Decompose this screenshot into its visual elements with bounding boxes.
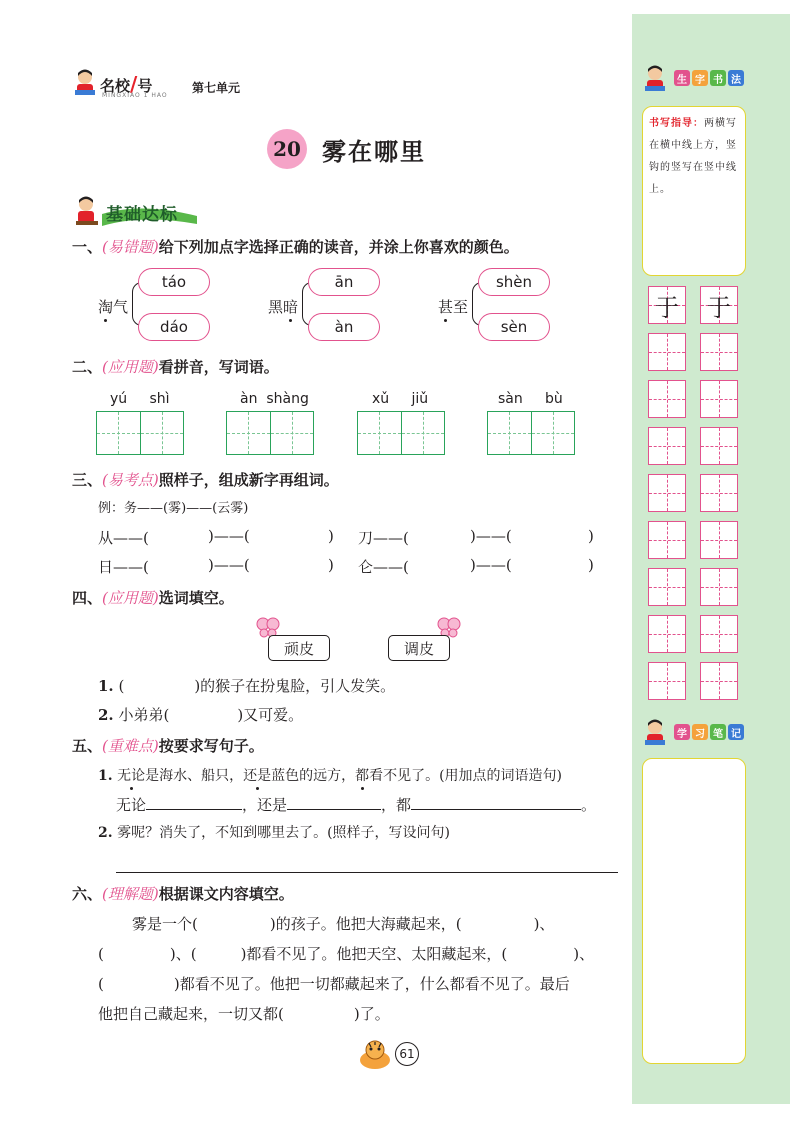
practice-cell[interactable] [648, 521, 686, 559]
writing-section-header [642, 64, 782, 94]
q3-example: 例：务——(雾)——(云雾) [98, 501, 249, 516]
practice-grid-left [648, 286, 686, 709]
q6-line-3: ( )都看不见了。他把一切都藏起来了，什么都看不见了。最后 [98, 975, 570, 993]
practice-cell-model: 于 [700, 286, 738, 324]
q3-row: 从——( [98, 529, 149, 547]
writing-head-chip: 生 [674, 70, 690, 86]
q3-row: ) [588, 556, 594, 574]
question-4-heading: 四、(应用题)选词填空。 [72, 589, 234, 607]
brand-subtitle: MINGXIAO 1 HAO [102, 92, 168, 99]
q1-option[interactable]: àn [308, 313, 380, 341]
practice-cell[interactable] [648, 427, 686, 465]
q6-line-1: 雾是一个( )的孩子。他把大海藏起来，( )、 [132, 915, 555, 933]
practice-cell[interactable] [700, 427, 738, 465]
section-badge-label: 基础达标 [106, 205, 178, 225]
q5-fill-line[interactable]: 无论 ，还是 ，都 。 [116, 796, 597, 814]
q6-line-2: ( )、( )都看不见了。他把天空、太阳藏起来，( )、 [98, 945, 595, 963]
word-choice-tiaopi[interactable]: 调皮 [388, 635, 450, 661]
q1-option[interactable]: sèn [478, 313, 550, 341]
q5-answer-line[interactable] [116, 872, 618, 873]
q1-word-3: 甚至 [438, 298, 469, 316]
q3-row: )——( [208, 556, 250, 574]
q1-word-2: 黑暗 [268, 298, 299, 316]
writing-guide-box [642, 106, 746, 276]
section-badge [72, 194, 202, 228]
q3-row: )——( [208, 527, 250, 545]
q1-option[interactable]: dáo [138, 313, 210, 341]
q3-row: 日——( [98, 558, 149, 576]
q2-pinyin: xǔ jiǔ [372, 391, 429, 407]
practice-cell[interactable] [648, 380, 686, 418]
tiger-mascot-icon [357, 1038, 393, 1070]
q2-pinyin: sàn bù [498, 391, 563, 407]
practice-cell[interactable] [700, 474, 738, 512]
student-mascot-icon [642, 64, 668, 94]
page-header [72, 66, 292, 106]
question-6-heading: 六、(理解题)根据课文内容填空。 [72, 885, 294, 903]
practice-cell[interactable] [700, 662, 738, 700]
lesson-number-badge: 20 [267, 129, 307, 169]
q3-row: ) [328, 556, 334, 574]
q3-row: ) [328, 527, 334, 545]
sidebar [632, 14, 790, 1104]
q2-writing-box[interactable] [487, 411, 575, 455]
practice-cell[interactable] [700, 521, 738, 559]
writing-head-chip: 书 [710, 70, 726, 86]
writing-head-chip: 法 [728, 70, 744, 86]
q5-sentence-1: 1. 无论是海水、船只，还是蓝色的远方，都看不见了。(用加点的词语造句) [98, 768, 563, 784]
writing-guide-text: 书写指导：两横写在横中线上方，竖钩的竖写在竖中线上。 [649, 118, 737, 195]
q1-word-1: 淘气 [98, 298, 129, 316]
question-3-heading: 三、(易考点)照样子，组成新字再组词。 [72, 471, 339, 489]
practice-cell[interactable] [700, 568, 738, 606]
notes-head-chip: 笔 [710, 724, 726, 740]
q1-option[interactable]: táo [138, 268, 210, 296]
q3-row: ) [588, 527, 594, 545]
q1-option[interactable]: ān [308, 268, 380, 296]
q2-writing-box[interactable] [357, 411, 445, 455]
notes-head-chip: 习 [692, 724, 708, 740]
practice-cell[interactable] [648, 333, 686, 371]
word-choice-wanpi[interactable]: 顽皮 [268, 635, 330, 661]
q2-pinyin: yú shì [110, 391, 170, 407]
practice-cell[interactable] [700, 380, 738, 418]
question-2-heading: 二、(应用题)看拼音，写词语。 [72, 358, 279, 376]
lesson-title: 雾在哪里 [322, 137, 426, 166]
brand-logo: 名校/号 [100, 72, 153, 96]
q6-line-4: 他把自己藏起来，一切又都( )了。 [98, 1005, 390, 1023]
practice-cell[interactable] [648, 615, 686, 653]
q3-row: 仑——( [358, 558, 409, 576]
practice-cell[interactable] [700, 615, 738, 653]
notes-head-chip: 学 [674, 724, 690, 740]
question-5-heading: 五、(重难点)按要求写句子。 [72, 737, 264, 755]
practice-cell[interactable] [700, 333, 738, 371]
q5-sentence-2: 2. 雾呢？消失了，不知到哪里去了。(照样子，写设问句) [98, 825, 451, 841]
practice-grid-right [700, 286, 738, 709]
q3-row: 刀——( [358, 529, 409, 547]
q1-option[interactable]: shèn [478, 268, 550, 296]
practice-cell[interactable] [648, 474, 686, 512]
practice-cell[interactable] [648, 662, 686, 700]
unit-label: 第七单元 [192, 81, 241, 95]
notes-head-chip: 记 [728, 724, 744, 740]
q4-item-2: 2. 小弟弟( )又可爱。 [98, 706, 304, 724]
notes-section-header [642, 718, 782, 748]
q3-row: )——( [470, 527, 512, 545]
q2-writing-box[interactable] [96, 411, 184, 455]
q2-writing-box[interactable] [226, 411, 314, 455]
study-notes-box[interactable] [642, 758, 746, 1064]
question-1-heading: 一、(易错题)给下列加点字选择正确的读音，并涂上你喜欢的颜色。 [72, 238, 519, 256]
student-mascot-icon [642, 718, 668, 748]
page-number: 61 [395, 1042, 419, 1066]
q3-row: )——( [470, 556, 512, 574]
practice-cell-model: 于 [648, 286, 686, 324]
q4-item-1: 1. ( )的猴子在扮鬼脸，引人发笑。 [98, 677, 396, 695]
q2-pinyin: àn shàng [240, 391, 309, 407]
student-mascot-icon [72, 68, 98, 98]
practice-cell[interactable] [648, 568, 686, 606]
writing-head-chip: 字 [692, 70, 708, 86]
